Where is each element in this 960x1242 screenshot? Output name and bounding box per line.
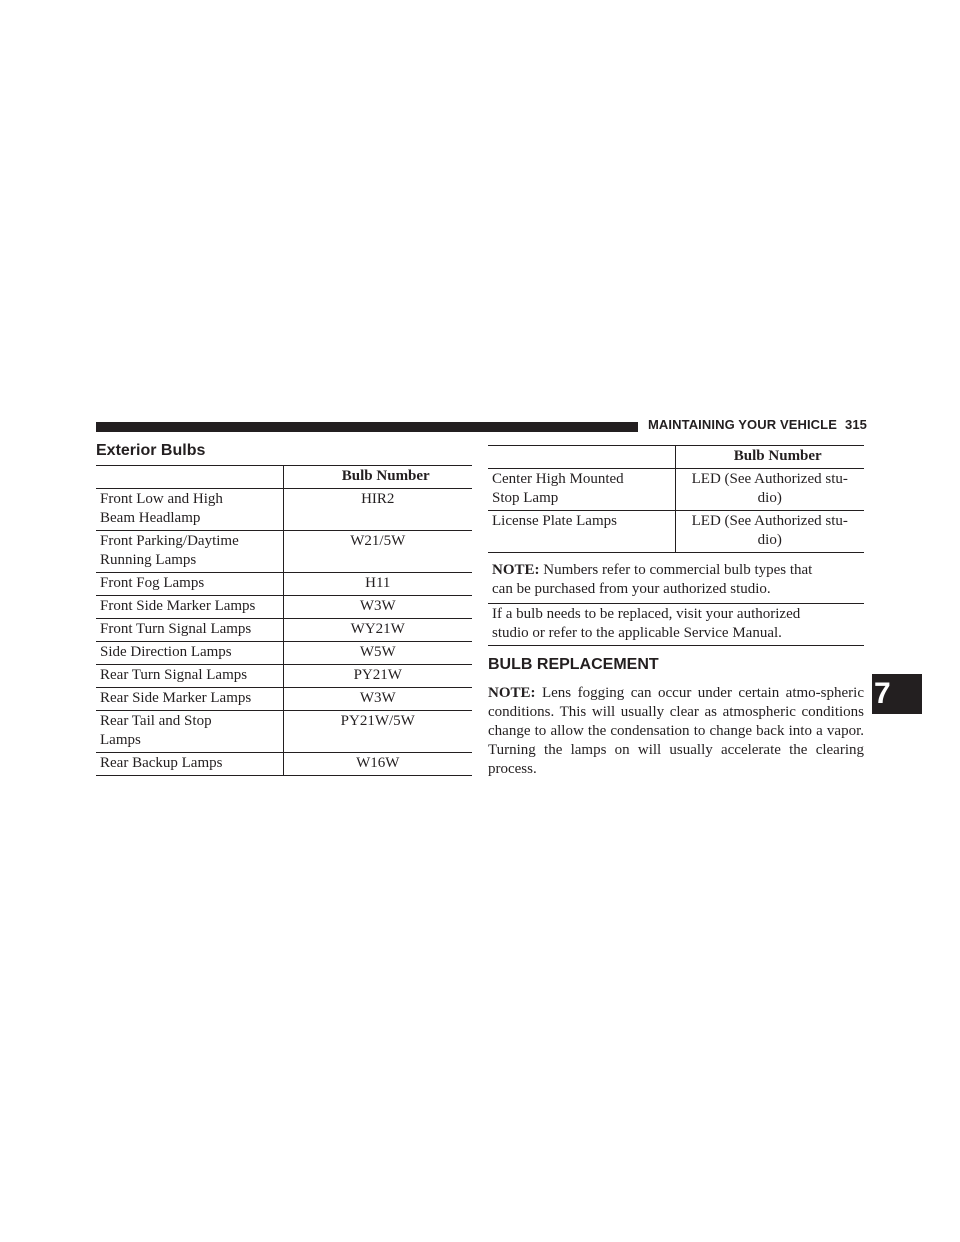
table-row — [96, 596, 472, 619]
table-note-cell — [488, 553, 864, 604]
lamp-name-line: Rear Tail and Stop — [100, 713, 212, 729]
lamp-name-line: License Plate Lamps — [492, 513, 617, 529]
table-row — [96, 573, 472, 596]
exterior-bulbs-title: Exterior Bulbs — [96, 442, 206, 459]
lamp-name-line: Front Parking/Daytime — [100, 533, 239, 549]
column-header-bulb-number: Bulb Number — [675, 446, 864, 469]
column-header-bulb-number: Bulb Number — [283, 466, 472, 489]
bulb-number-cell: W3W — [283, 596, 472, 619]
lamp-name-cell — [96, 531, 283, 573]
lamp-name-line: Running Lamps — [100, 552, 197, 568]
table-header-row — [488, 446, 864, 469]
table-row — [96, 753, 472, 776]
lamp-name-line: Center High Mounted — [492, 471, 624, 487]
lamp-name-line: Front Turn Signal Lamps — [100, 621, 252, 637]
lamp-name-cell — [96, 619, 283, 642]
lamp-name-line: Stop Lamp — [492, 490, 559, 506]
exterior-bulbs-table — [96, 465, 472, 776]
lamp-name-cell — [96, 642, 283, 665]
lamp-name-cell — [96, 596, 283, 619]
note-line: can be purchased from your authorized studio. — [492, 581, 771, 597]
bulb-number-cell — [675, 469, 864, 511]
chapter-tab: 7 — [872, 674, 922, 714]
footer-line: If a bulb needs to be replaced, visit your authorized — [492, 606, 801, 622]
header-section-title: MAINTAINING YOUR VEHICLE — [648, 417, 837, 432]
header-rule — [96, 422, 638, 432]
bulb-number-line: dio) — [757, 490, 782, 506]
header-empty-cell — [96, 466, 283, 489]
bulb-number-cell: W3W — [283, 688, 472, 711]
running-header — [648, 417, 867, 432]
bulb-number-line: LED (See Authorized stu- — [691, 471, 848, 487]
lamp-name-line: Front Side Marker Lamps — [100, 598, 256, 614]
bulb-number-cell: PY21W/5W — [283, 711, 472, 753]
table-row — [96, 688, 472, 711]
table-row — [96, 619, 472, 642]
lamp-name-cell — [96, 688, 283, 711]
bulb-number-cell: W16W — [283, 753, 472, 776]
table-header-row — [96, 466, 472, 489]
lamp-name-cell — [96, 711, 283, 753]
footer-line: studio or refer to the applicable Service Manual. — [492, 625, 782, 641]
lamp-name-cell — [96, 665, 283, 688]
bulb-number-line: dio) — [757, 532, 782, 548]
bulb-replacement-title: BULB REPLACEMENT — [488, 656, 659, 673]
lamp-name-line: Side Direction Lamps — [100, 644, 232, 660]
bulb-number-cell: W5W — [283, 642, 472, 665]
lamp-name-cell — [96, 753, 283, 776]
bulb-number-cell: HIR2 — [283, 489, 472, 531]
bulb-number-cell: W21/5W — [283, 531, 472, 573]
lamp-name-line: Rear Backup Lamps — [100, 755, 223, 771]
continued-bulbs-table — [488, 445, 864, 646]
bulb-number-cell — [675, 511, 864, 553]
note-line: Numbers refer to commercial bulb types that — [543, 562, 813, 578]
table-row — [96, 642, 472, 665]
bulb-number-line: LED (See Authorized stu- — [691, 513, 848, 529]
note-label: NOTE: — [488, 685, 536, 701]
lamp-name-line: Front Low and High — [100, 491, 223, 507]
table-row — [96, 665, 472, 688]
lamp-name-line: Rear Turn Signal Lamps — [100, 667, 248, 683]
table-row — [488, 469, 864, 511]
table-row — [96, 711, 472, 753]
bulb-number-cell: WY21W — [283, 619, 472, 642]
lamp-name-line: Front Fog Lamps — [100, 575, 205, 591]
bulb-number-cell: H11 — [283, 573, 472, 596]
table-row — [96, 489, 472, 531]
table-footer-row — [488, 604, 864, 646]
lamp-name-line: Rear Side Marker Lamps — [100, 690, 252, 706]
table-row — [488, 511, 864, 553]
lamp-name-cell — [96, 489, 283, 531]
table-footer-cell — [488, 604, 864, 646]
header-empty-cell — [488, 446, 675, 469]
lamp-name-cell — [488, 469, 675, 511]
lamp-name-line: Beam Headlamp — [100, 510, 201, 526]
bulb-number-cell: PY21W — [283, 665, 472, 688]
lamp-name-cell — [488, 511, 675, 553]
table-row — [96, 531, 472, 573]
lamp-name-line: Lamps — [100, 732, 141, 748]
table-note-row — [488, 553, 864, 604]
bulb-replacement-paragraph — [488, 684, 864, 779]
bulb-replacement-text: Lens fogging can occur under certain atmo-spheric conditions. This will usually clear as atmospheric conditions change to allow the condensation to change back into a vapor. Turning the lamps on will usually accelerate the clearing process. — [488, 685, 864, 777]
lamp-name-cell — [96, 573, 283, 596]
page-number: 315 — [844, 417, 867, 432]
note-label: NOTE: — [492, 562, 540, 578]
